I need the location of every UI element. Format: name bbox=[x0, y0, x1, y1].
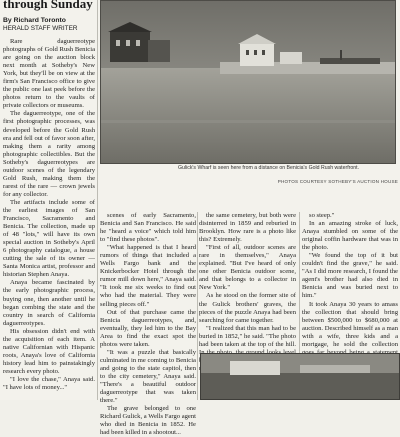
byline-title: HERALD STAFF WRITER bbox=[3, 25, 78, 32]
byline: By Richard Toronto bbox=[3, 17, 66, 24]
column-rule bbox=[97, 0, 98, 400]
paragraph: As he stood on the former site of the Gulick brothers' graves, the pieces of the puzzle Anaya had been searching for came together. bbox=[199, 292, 296, 324]
article-column-1 bbox=[3, 0, 95, 400]
paragraph: the same cemetery, but both were disinterred in 1859 and reburied in Brooklyn. How rare is a photo like this? Extremely. bbox=[199, 212, 296, 244]
paragraph: scenes of early Sacramento, Benicia and San Francisco. He said he "heard a voice" which told him to "find these photos". bbox=[100, 212, 196, 244]
paragraph: "What happened is that I heard rumors of things that included a Wells Fargo bank and the Knickerbocker Hotel through the rumor mill down here," Anaya said. "It took me six weeks to find out who had the material. They were selling pieces off." bbox=[100, 244, 196, 308]
paragraph: Rare daguerreotype photographs of Gold Rush Benicia are going on the auction block next month at Sotheby's New York, but they'll be on view at the firm's San Francisco office to give the public one last peek before the photos return to the vaults of private collectors or museums. bbox=[3, 38, 95, 110]
paragraph: "I love the chase," Anaya said. "I have lots of money..." bbox=[3, 375, 95, 392]
paragraph: so steep." bbox=[309, 212, 335, 219]
photo-credit: PHOTOS COURTESY SOTHEBY'S AUCTION HOUSE bbox=[277, 179, 398, 184]
waterfront-photo bbox=[100, 0, 396, 164]
paragraph: Out of that purchase came the Benicia daguerreotypes, and, eventually, they led him to the Bay Area to find the exact spot the photos were taken. bbox=[100, 308, 196, 348]
paragraph: In an amazing stroke of luck, Anaya stumbled on some of the original coffin hardware that was in the photo. bbox=[302, 220, 398, 252]
paragraph: The daguerreotype, one of the first photographic processes, was developed before the Gold Rush era and fell out of favor soon after, making them a rarity among photographic collectibles. But the Sotheby's daguerreotypes are outdoor scenes of the legendary Gold Rush, making them the rarest of the rare — crown jewels for any collector. bbox=[3, 110, 95, 198]
second-photo-image bbox=[200, 353, 400, 400]
paragraph: "It was a puzzle that basically culminated in me coming to Benicia and going to the state capitol, then to the city cemetery," Anaya said. "There's a beautiful outdoor daguerreotype that was taken there." bbox=[100, 348, 196, 405]
paragraph: Anaya became fascinated by the early photographic process, buying one, then another until he began combing the state and the country in search of California daguerreotypes. bbox=[3, 279, 95, 327]
photo-caption: Gulick's Wharf is seen here from a distance on Benicia's Gold Rush waterfront. bbox=[178, 165, 360, 171]
article-column-2 bbox=[100, 212, 196, 437]
paragraph: "We found the top of it but couldn't find the grave," he said. "As I did more research, I found the agent's brother had also died in Benicia and was buried next to him." bbox=[302, 252, 398, 300]
paragraph: The artifacts include some of the earliest images of San Francisco, Sacramento and Benicia. The collection, made up of 48 "lots," will have its own special auction in Sotheby's April 6 photography catalogue, a house cutting the sale of its owner — Santa Monica artist, professor and historian Stephen Anaya. bbox=[3, 198, 95, 279]
second-photo bbox=[200, 353, 400, 400]
paragraph: "I realized that this man had to be buried in 1852," he said. "The photo had been taken at the top of the hill. bbox=[199, 324, 296, 348]
headline: through Sunday bbox=[3, 0, 93, 11]
column-rule bbox=[197, 212, 198, 400]
paragraph: "First of all, outdoor scenes are rare in themselves," Anaya explained. "But I've heard of only one other Benicia outdoor scene, and that belongs to a collector in New York." bbox=[199, 244, 296, 292]
waterfront-photo-image bbox=[100, 0, 396, 164]
paragraph: The grave belonged to one Richard Gulick, a Wells Fargo agent who died in Benicia in 1852. He had been killed in a shootout... bbox=[100, 405, 196, 437]
paragraph: It took Anaya 30 years to amass the collection that should bring between $500,000 to $680,000 at auction. Described himself as a man with a wife, three kids and a mortgage, he sold the collection bbox=[302, 300, 398, 348]
paragraph: His obsession didn't end with the acquisition of each item. A native Californian with Hispanic roots, Anaya's love of California history lead him to painstakingly research every photo. bbox=[3, 327, 95, 375]
